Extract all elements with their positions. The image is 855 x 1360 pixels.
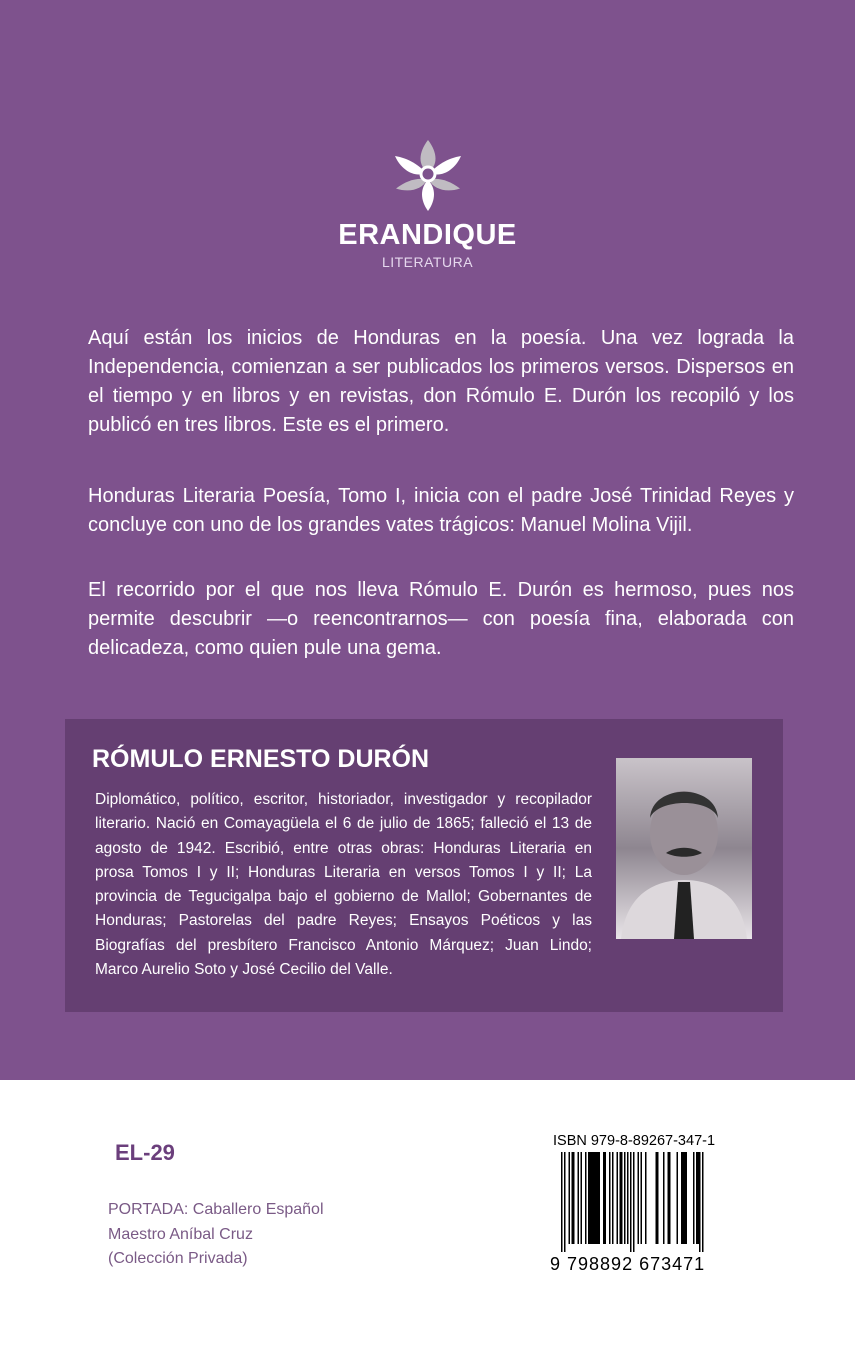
barcode-bar (585, 1152, 587, 1244)
barcode-bar (681, 1152, 683, 1244)
barcode-bar (612, 1152, 614, 1244)
barcode-bar (683, 1152, 685, 1244)
barcode-bar (638, 1152, 640, 1244)
barcode-bar (630, 1152, 632, 1252)
barcode-bar (686, 1152, 688, 1244)
barcode-bar (564, 1152, 566, 1252)
barcode-bar (591, 1152, 593, 1244)
brand-name: ERANDIQUE (338, 219, 517, 251)
barcode-bar (668, 1152, 670, 1244)
barcode-bar (657, 1152, 659, 1244)
collection-code: EL-29 (115, 1140, 175, 1165)
barcode-bar (590, 1152, 592, 1244)
barcode-bar (617, 1152, 619, 1244)
author-bio: Diplomático, político, escritor, historiador, investigador y recopilador literario. Nació en Comayagüela el 6 de julio de 1865; falleció el 13 de agosto de 1942. Escribió, entre otras obras: Honduras Literaria en prosa Tomos I y II; Honduras Literaria en versos Tomos I y II; La provincia de Tegucigalpa bajo el gobierno de Mallol; Gobernantes de Honduras; Pastorelas del padre Reyes; Ensayos Poéticos y las Biografías del presbítero Francisco Antonio Márquez; Juan Lindo; Marco Aurelio Soto y José Cecilio del Valle. (95, 791, 592, 979)
credit-line: Maestro Aníbal Cruz (108, 1225, 253, 1243)
blurb-paragraph: Honduras Literaria Poesía, Tomo I, inicia con el padre José Trinidad Reyes y concluye con uno de los grandes vates trágicos: Manuel Molina Vijil. (88, 485, 794, 536)
barcode-bar (599, 1152, 601, 1244)
barcode-bar (603, 1152, 605, 1244)
barcode-bar (596, 1152, 598, 1244)
barcode-bar (633, 1152, 635, 1252)
barcode-bar (641, 1152, 643, 1244)
barcode-bar (593, 1152, 595, 1244)
barcode-bar (621, 1152, 623, 1244)
barcode (553, 1152, 713, 1252)
flower-icon (393, 138, 463, 213)
blurb-paragraph: Aquí están los inicios de Honduras en la poesía. Una vez lograda la Independencia, comienzan a ser publicados los primeros versos. Dispersos en el tiempo y en libros y en revistas, don Rómulo E. Durón los recopiló y los publicó en tres libros. Este es el primero. (88, 327, 794, 436)
author-name: RÓMULO ERNESTO DURÓN (92, 745, 430, 773)
barcode-bar (702, 1152, 704, 1252)
barcode-bar (588, 1152, 590, 1244)
barcode-bar (656, 1152, 658, 1244)
barcode-bar (698, 1152, 700, 1244)
barcode-bar (624, 1152, 626, 1244)
barcode-bar (561, 1152, 563, 1252)
barcode-bar (578, 1152, 580, 1244)
author-photo (616, 758, 752, 939)
barcode-bar (581, 1152, 583, 1244)
barcode-bar (594, 1152, 596, 1244)
barcode-bar (573, 1152, 575, 1244)
barcode-bar (572, 1152, 574, 1244)
cover-credits (108, 1198, 324, 1272)
barcode-bar (699, 1152, 701, 1252)
barcode-bar (693, 1152, 695, 1244)
barcode-bar (684, 1152, 686, 1244)
credit-line: (Colección Privada) (108, 1250, 248, 1267)
publisher-logo (0, 138, 855, 270)
barcode-bar (627, 1152, 629, 1244)
barcode-bar (663, 1152, 665, 1244)
barcode-bar (620, 1152, 622, 1244)
barcode-bar (645, 1152, 647, 1244)
barcode-number: 9 798892 673471 (550, 1254, 706, 1274)
barcode-bar (597, 1152, 599, 1244)
credit-line: PORTADA: Caballero Español (108, 1201, 324, 1218)
isbn-label: ISBN 979-8-89267-347-1 (553, 1133, 716, 1149)
barcode-bar (669, 1152, 671, 1244)
blurb-paragraph: El recorrido por el que nos lleva Rómulo E. Durón es hermoso, pues nos permite descubrir —o reencontrarnos— con poesía fina, elaborada con delicadeza, como quien pule una gema. (88, 579, 794, 659)
barcode-bar (569, 1152, 571, 1244)
barcode-bar (605, 1152, 607, 1244)
barcode-bar (696, 1152, 698, 1244)
brand-subtitle: LITERATURA (381, 254, 474, 270)
barcode-bar (677, 1152, 679, 1244)
author-box (65, 719, 783, 1012)
barcode-bar (609, 1152, 611, 1244)
